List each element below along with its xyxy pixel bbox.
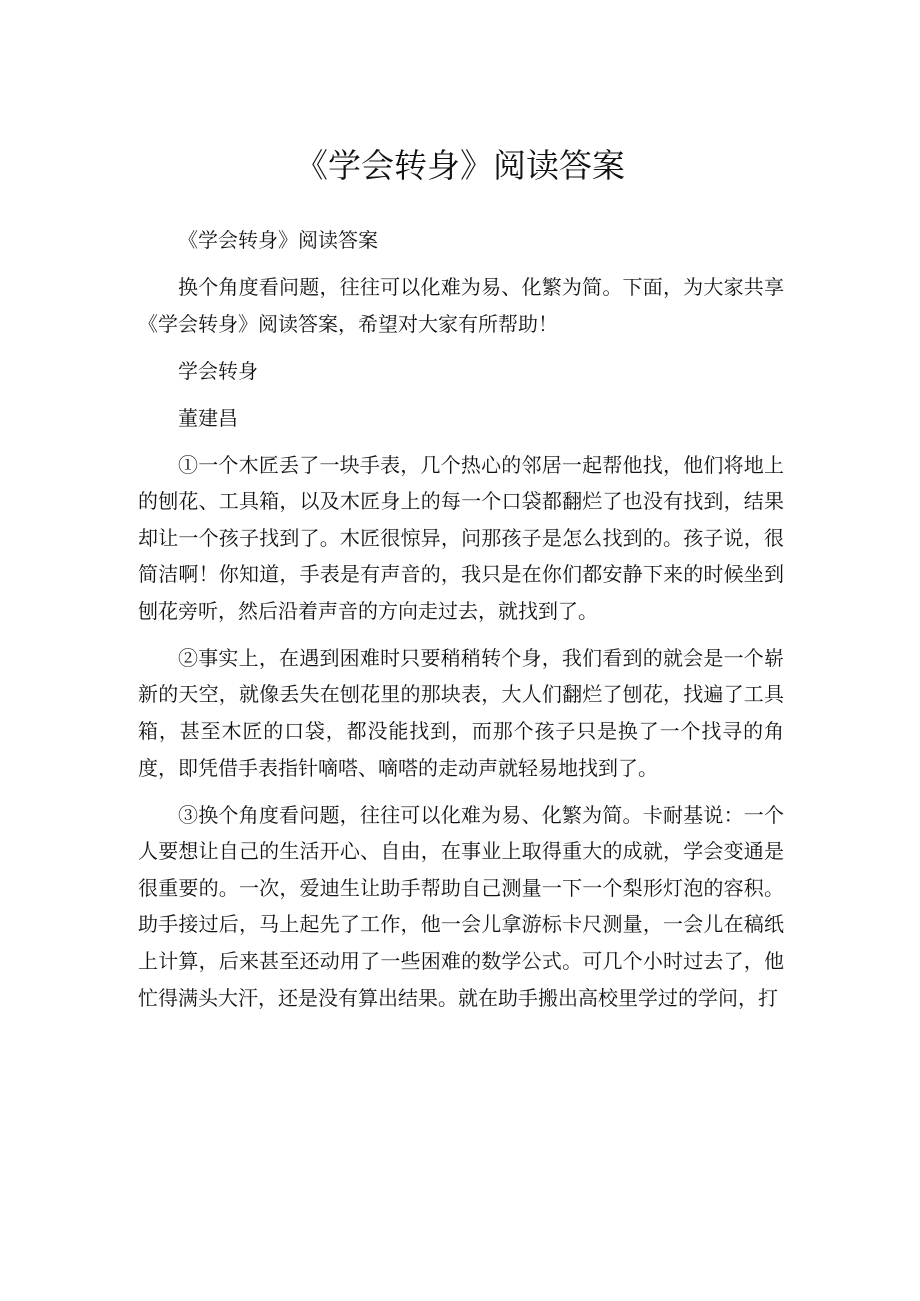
- paragraph-3: ③换个角度看问题，往往可以化难为易、化繁为简。卡耐基说：一个人要想让自己的生活开心、自由，在事业上取得重大的成就，学会变通是很重要的。一次，爱迪生让助手帮助自己测量一下一个梨形灯泡的容积。助手接过后，马上起先了工作，他一会儿拿游标卡尺测量，一会儿在稿纸上计算，后来甚至还动用了一些困难的数学公式。可几个小时过去了，他忙得满头大汗，还是没有算出结果。就在助手搬出高校里学过的学问，打: [138, 802, 784, 1010]
- paragraph-1: ①一个木匠丢了一块手表，几个热心的邻居一起帮他找，他们将地上的刨花、工具箱，以及木匠身上的每一个口袋都翻烂了也没有找到，结果却让一个孩子找到了。木匠很惊异，问那孩子是怎么找到的。孩子说，很简洁啊！你知道，手表是有声音的，我只是在你们都安静下来的时候坐到刨花旁听，然后沿着声音的方向走过去，就找到了。: [138, 452, 784, 623]
- document-body: [138, 222, 784, 1016]
- article-title: 学会转身: [178, 358, 258, 383]
- document-title: 《学会转身》阅读答案: [295, 146, 625, 185]
- intro-paragraph: 换个角度看问题，往往可以化难为易、化繁为简。下面，为大家共享《学会转身》阅读答案，希望对大家有所帮助！: [138, 274, 784, 336]
- paragraph-2: ②事实上，在遇到困难时只要稍稍转个身，我们看到的就会是一个崭新的天空，就像丢失在刨花里的那块表，大人们翻烂了刨花，找遍了工具箱，甚至木匠的口袋，都没能找到，而那个孩子只是换了一个找寻的角度，即凭借手表指针嘀嗒、嘀嗒的走动声就轻易地找到了。: [138, 645, 784, 780]
- subtitle-paragraph: 《学会转身》阅读答案: [178, 228, 378, 252]
- article-author: 董建昌: [178, 405, 238, 430]
